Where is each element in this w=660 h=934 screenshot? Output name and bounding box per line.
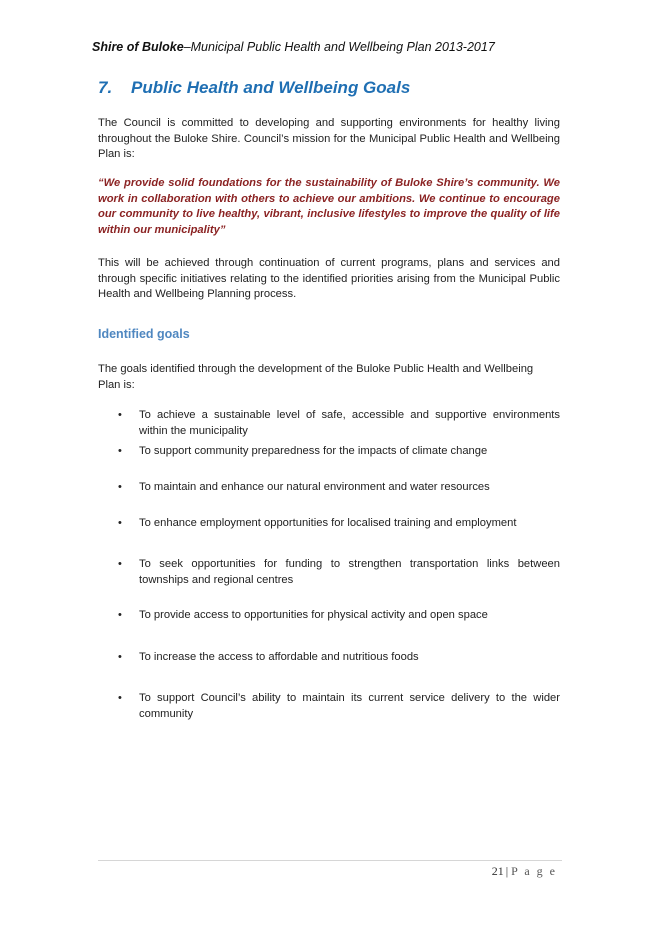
page-separator: | (505, 864, 509, 878)
goal-list-item (118, 408, 560, 439)
goal-list-item (118, 691, 560, 722)
running-header (92, 40, 495, 54)
page-label: P a g e (511, 864, 557, 878)
bullet-icon: • (118, 558, 122, 570)
bullet-icon: • (118, 445, 122, 457)
goal-text: To support community preparedness for the impacts of climate change (139, 445, 488, 457)
bullet-icon: • (118, 517, 122, 529)
section-number: 7. (98, 78, 113, 97)
bullet-icon: • (118, 409, 122, 421)
goal-list-item (118, 516, 560, 532)
goals-subheading: Identified goals (98, 327, 190, 341)
bullet-icon: • (118, 609, 122, 621)
goal-list-item (118, 650, 560, 666)
goal-text: To enhance employment opportunities for localised training and employment (139, 517, 517, 529)
goal-text: To maintain and enhance our natural environment and water resources (139, 481, 490, 493)
bullet-icon: • (118, 651, 122, 663)
goal-list-item (118, 444, 560, 460)
bullet-icon: • (118, 692, 122, 704)
goal-text: To achieve a sustainable level of safe, accessible and supportive environments within the municipality (139, 409, 560, 437)
goal-text: To seek opportunities for funding to strengthen transportation links between townships and regional centres (139, 558, 560, 586)
goal-text: To support Council’s ability to maintain its current service delivery to the wider community (139, 692, 560, 720)
goal-list-item (118, 557, 560, 588)
bullet-icon: • (118, 481, 122, 493)
header-organisation: Shire of Buloke (92, 40, 184, 54)
goal-list-item (118, 608, 560, 624)
header-document-title: –Municipal Public Health and Wellbeing Plan 2013-2017 (183, 40, 495, 54)
goals-intro-paragraph: The goals identified through the development of the Buloke Public Health and Wellbeing Plan is: (98, 363, 534, 391)
section-heading (98, 78, 410, 98)
mission-quote: “We provide solid foundations for the sustainability of Buloke Shire’s community. We work in collaboration with others to achieve our ambitions. We continue to encourage our community to live healthy, vibrant, inclusive lifestyles to improve the quality of life within our municipality” (98, 177, 560, 236)
goal-text: To provide access to opportunities for physical activity and open space (139, 609, 488, 621)
page-footer (492, 864, 557, 879)
intro-paragraph: The Council is committed to developing and supporting environments for healthy living throughout the Buloke Shire. Council’s mission for the Municipal Public Health and Wellbeing Plan is: (98, 117, 560, 160)
section-title: Public Health and Wellbeing Goals (131, 78, 411, 97)
goal-list-item (118, 480, 560, 496)
goal-text: To increase the access to affordable and nutritious foods (139, 651, 419, 663)
footer-divider (98, 860, 562, 861)
page-number: 21 (491, 864, 504, 878)
achievement-paragraph: This will be achieved through continuation of current programs, plans and services and through specific initiatives relating to the identified priorities arising from the Municipal Public Health and Wellbeing Planning process. (98, 257, 560, 300)
